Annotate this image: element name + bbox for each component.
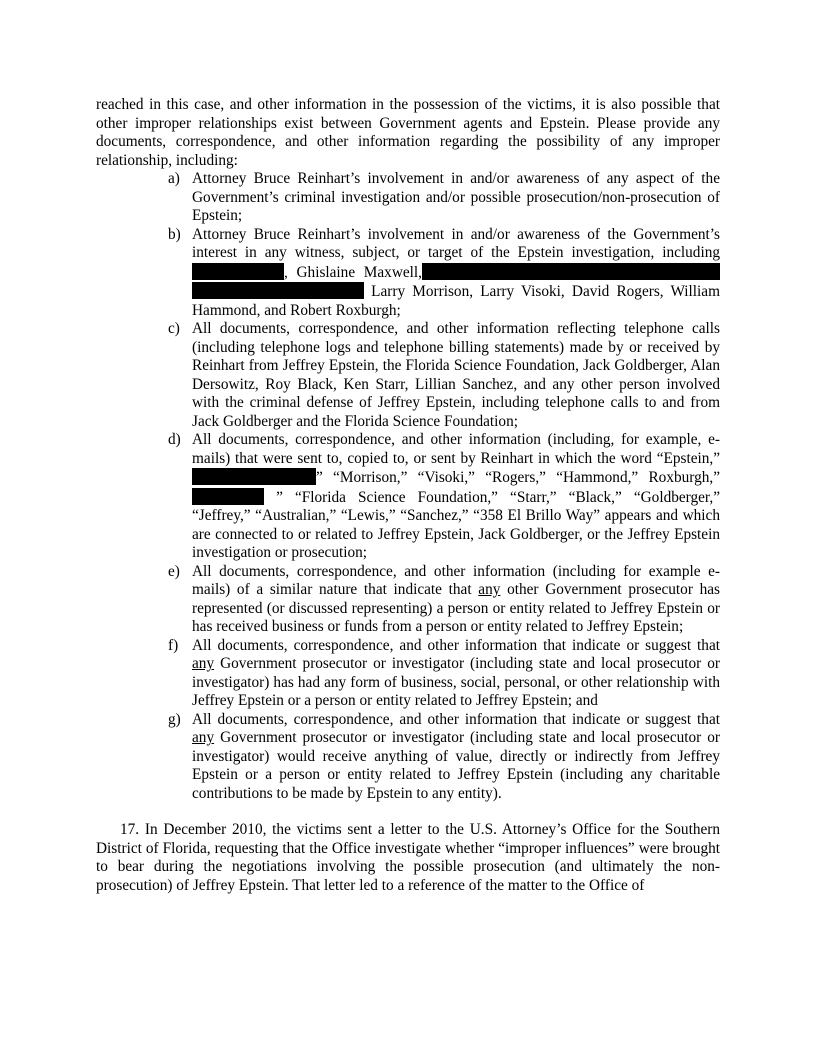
list-item-f xyxy=(96,637,720,711)
item-f-text-2: Government prosecutor or investigator (including state and local prosecutor or investigator) has had any form of business, social, personal, or other relationship with Jeffrey Epstein or a person or entity related to Jeffrey Epstein; and xyxy=(192,655,721,709)
item-g-text-2: Government prosecutor or investigator (including state and local prosecutor or investigator) would receive anything of value, directly or indirectly from Jeffrey Epstein or a person or entity related to Jeffrey Epstein (including any charitable contributions to be made by Epstein to any entity). xyxy=(192,729,721,802)
list-item-a xyxy=(96,170,720,226)
item-e-text-1: All documents, correspondence, and other information (including for example e-mails) of a similar nature that indicate that xyxy=(192,562,720,598)
item-d-text-3: ” “Florida Science Foundation,” “Starr,” “Black,” “Goldberger,” “Jeffrey,” “Australian,” “Lewis,” “Sanchez,” “358 El Brillo Way” appears and which are connected to or related to Jeffrey Epstein, Jack Goldberger, or the Jeffrey Epstein investigation or prosecution; xyxy=(192,488,721,561)
intro-paragraph: reached in this case, and other information in the possession of the victims, it is also possible that other improper relationships exist between Government agents and Epstein. Please provide any documents, correspondence, and other information regarding the possibility of any improper relationship, including: xyxy=(96,96,720,169)
paragraph-17: 17. In December 2010, the victims sent a letter to the U.S. Attorney’s Office for the Southern District of Florida, requesting that the Office investigate whether “improper influences” were brought to bear during the negotiations involving the possible prosecution (and ultimately the non-prosecution) of Jeffrey Epstein. That letter led to a reference of the matter to the Office of xyxy=(96,821,720,894)
list-marker: b) xyxy=(168,225,181,243)
item-e-text-2: other Government prosecutor has represented (or discussed representing) a person or entity related to Jeffrey Epstein or has received business or funds from a person or entity related to Jeffrey Epstein; xyxy=(192,581,721,635)
list-marker: e) xyxy=(168,562,180,580)
item-b-text-3: Larry Morrison, Larry Visoki, David Rogers, William Hammond, and Robert Roxburgh; xyxy=(192,283,720,319)
list-item-e xyxy=(96,563,720,637)
item-f-text-1: All documents, correspondence, and other information that indicate or suggest that xyxy=(192,636,720,654)
list-item-b xyxy=(96,226,720,321)
emphasis-any: any xyxy=(192,729,215,746)
redaction-bar xyxy=(192,468,316,485)
list-item-d xyxy=(96,431,720,563)
list-marker: c) xyxy=(168,320,180,337)
request-list xyxy=(96,170,720,803)
redaction-bar xyxy=(192,282,364,299)
emphasis-any: any xyxy=(478,581,501,598)
item-b-text-1: Attorney Bruce Reinhart’s involvement in and/or awareness of the Government’s interest in any witness, subject, or target of the Epstein investigation, including xyxy=(192,225,720,261)
list-item-g xyxy=(96,711,720,804)
item-d-text-1: All documents, correspondence, and other information (including, for example, e-mails) that were sent to, copied to, or sent by Reinhart in which the word “Epstein,” xyxy=(192,431,720,467)
redaction-bar xyxy=(422,263,720,280)
item-d-text-2: ” “Morrison,” “Visoki,” “Rogers,” “Hammond,” Roxburgh,” xyxy=(316,469,720,486)
redaction-bar xyxy=(192,488,264,505)
emphasis-any: any xyxy=(192,655,215,672)
list-marker: a) xyxy=(168,170,180,187)
list-item-c xyxy=(96,320,720,431)
redaction-bar xyxy=(192,263,284,280)
list-marker: g) xyxy=(168,710,181,728)
list-marker: f) xyxy=(168,636,179,654)
document-page xyxy=(96,96,720,895)
item-g-text-1: All documents, correspondence, and other information that indicate or suggest that xyxy=(192,710,720,728)
item-a-text: Attorney Bruce Reinhart’s involvement in and/or awareness of any aspect of the Government’s criminal investigation and/or possible prosecution/non-prosecution of Epstein; xyxy=(192,170,720,224)
list-marker: d) xyxy=(168,431,181,448)
item-c-text: All documents, correspondence, and other information reflecting telephone calls (including telephone logs and telephone billing statements) made by or received by Reinhart from Jeffrey Epstein, the Florida Science Foundation, Jack Goldberger, Alan Dersowitz, Roy Black, Ken Starr, Lillian Sanchez, and any other person involved with the criminal defense of Jeffrey Epstein, including telephone calls to and from Jack Goldberger and the Florida Science Foundation; xyxy=(192,320,720,430)
item-b-text-2: , Ghislaine Maxwell, xyxy=(284,263,422,281)
